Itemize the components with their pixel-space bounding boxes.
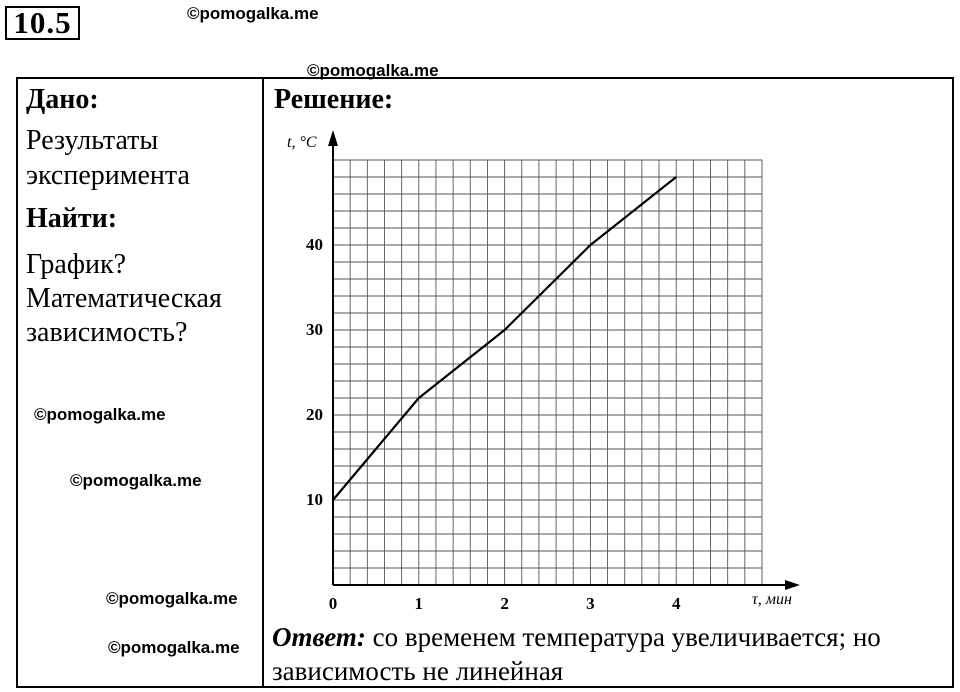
watermark: ©pomogalka.me (106, 589, 238, 608)
y-axis-arrow (328, 130, 338, 146)
find-heading: Найти: (26, 203, 118, 234)
chart-axes (328, 130, 800, 590)
find-text-line: Математическая (26, 283, 222, 314)
y-tick-label: 20 (306, 405, 323, 424)
chart-grid (333, 160, 762, 585)
watermark: ©pomogalka.me (34, 405, 166, 424)
x-tick-label: 2 (500, 594, 509, 613)
given-text-line: Результаты (26, 125, 159, 156)
watermark: ©pomogalka.me (108, 638, 240, 657)
find-text-line: График? (26, 249, 127, 280)
answer (272, 620, 952, 688)
table-divider (262, 77, 264, 688)
y-tick-label: 40 (306, 235, 323, 254)
given-text-line: эксперимента (26, 160, 190, 191)
x-tick-label: 4 (671, 594, 681, 613)
x-tick-label: 1 (414, 594, 424, 613)
y-axis-label: t, °C (287, 134, 317, 151)
x-axis-label: τ, мин (752, 591, 792, 608)
watermark: ©pomogalka.me (187, 4, 319, 23)
watermark: ©pomogalka.me (307, 61, 439, 80)
y-tick-label: 30 (306, 320, 323, 339)
temperature-chart (265, 120, 815, 620)
solution-heading: Решение: (274, 84, 394, 115)
answer-label: Ответ: (272, 622, 366, 652)
watermark: ©pomogalka.me (70, 471, 202, 490)
find-text-line: зависимость? (26, 317, 188, 348)
x-axis-arrow (785, 580, 800, 590)
given-heading: Дано: (26, 84, 99, 115)
answer-text: со временем температура увеличивается; но зависимость не линейная (272, 622, 881, 686)
x-tick-label: 3 (586, 594, 595, 613)
task-number: 10.5 (5, 6, 80, 40)
y-tick-label: 10 (306, 490, 323, 509)
x-tick-label: 0 (328, 594, 338, 613)
